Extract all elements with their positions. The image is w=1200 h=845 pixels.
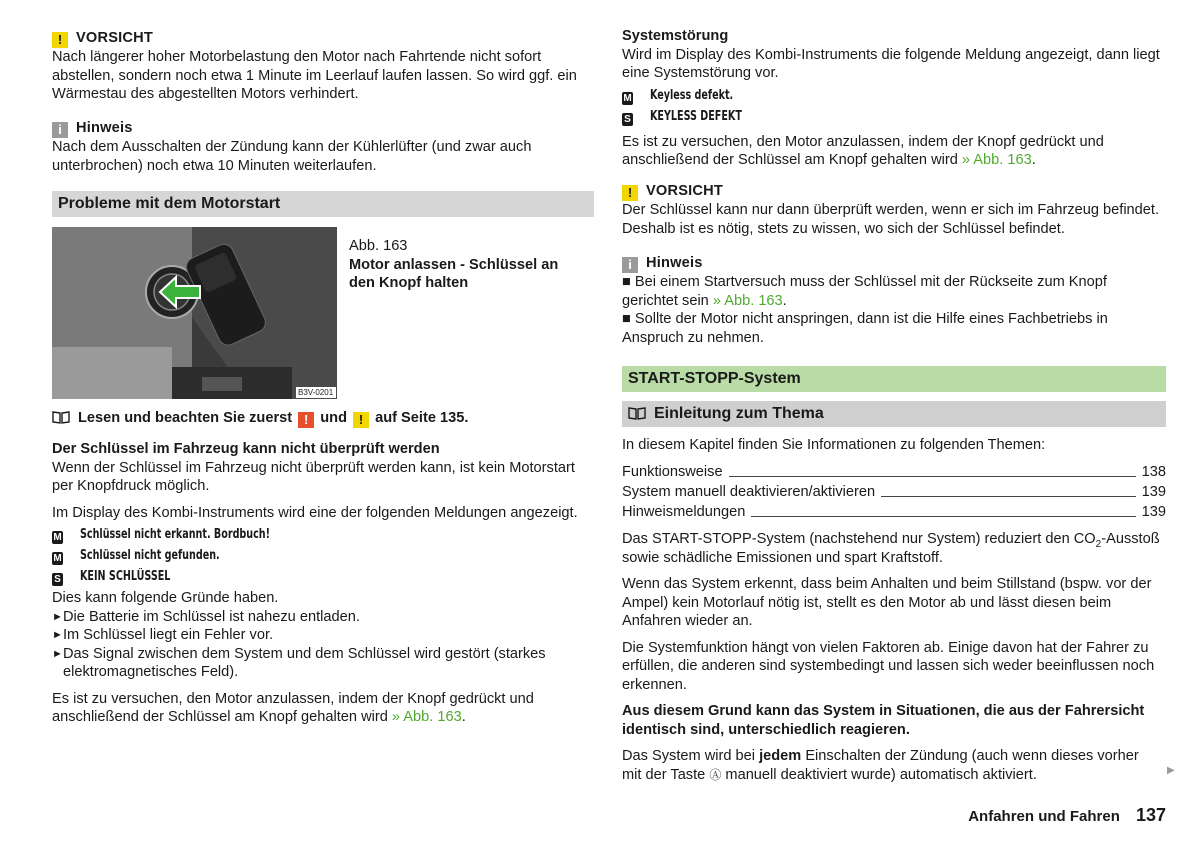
paragraph: Im Display des Kombi-Instruments wird eine der folgenden Meldungen angezeigt. <box>52 504 578 521</box>
message-text: Schlüssel nicht erkannt. Bordbuch! <box>80 527 271 542</box>
danger-icon: ! <box>298 412 314 428</box>
note-item <box>622 273 1166 310</box>
toc-page: 139 <box>1136 502 1166 522</box>
menu-key-icon: M <box>53 553 62 564</box>
reason-item <box>52 608 587 627</box>
key-not-checked-section <box>52 440 587 727</box>
menu-key-icon: M <box>623 92 632 104</box>
note-title: Hinweis <box>76 120 133 136</box>
paragraph: Wenn das System erkennt, dass beim Anhalten und beim Stillstand (bspw. vor der Ampel) kein Motorlauf nötig ist, stellt es den Motor ab und lässt diesen beim Anfahren wieder an. <box>622 576 1152 629</box>
toc-item[interactable] <box>622 462 1166 482</box>
system-fault-section <box>622 27 1166 170</box>
message-text: KEYLESS DEFEKT <box>650 108 742 124</box>
paragraph <box>622 133 1166 170</box>
message-item <box>622 85 1166 106</box>
message-item <box>622 106 1166 127</box>
toc-list <box>622 462 1166 522</box>
intro-title-bar <box>622 401 1166 427</box>
paragraph <box>622 747 1160 784</box>
paragraph-part: Das START-STOPP-System (nachstehend nur System) reduziert den CO <box>622 531 1096 547</box>
warning-icon: ! <box>52 32 68 48</box>
note-item-end: . <box>782 292 787 309</box>
paragraph-part: Einschalten der Zündung (auch wenn dieses vorher mit der Taste <box>622 748 1139 783</box>
intro-title: Einleitung zum Thema <box>654 405 824 422</box>
page-footer <box>968 803 1166 827</box>
reason-item <box>52 626 587 645</box>
page-number: 137 <box>1135 805 1166 825</box>
message-item <box>52 566 587 587</box>
arrow-bullet-icon: ► <box>52 629 63 641</box>
note-text: Nach dem Ausschalten der Zündung kann der Kühlerlüfter (und zwar auch unterbrochen) noch etwa 10 Minuten weiterlaufen. <box>52 139 532 174</box>
paragraph: Aus diesem Grund kann das System in Situationen, die aus der Fahrersicht identisch sind, unterschiedlich reagieren. <box>622 703 1145 738</box>
figure-image <box>52 227 337 399</box>
paragraph <box>622 530 1160 567</box>
warning-icon: ! <box>353 412 369 428</box>
figure-number: Abb. 163 <box>349 238 408 254</box>
toc-item[interactable] <box>622 482 1166 502</box>
subheading: Der Schlüssel im Fahrzeug kann nicht überprüft werden <box>52 441 440 457</box>
segment-key-icon: S <box>52 573 63 586</box>
paragraph <box>52 690 587 727</box>
note-title: Hinweis <box>646 255 703 271</box>
caution-title: VORSICHT <box>76 30 154 46</box>
try-text: Es ist zu versuchen, den Motor anzulassen, indem der Knopf gedrückt und anschließend der Schlüssel am Knopf gehalten wird <box>52 690 534 725</box>
caution-box-1 <box>52 28 592 104</box>
figure-code: B3V-0201 <box>298 388 334 397</box>
book-icon <box>628 407 646 420</box>
message-list <box>52 524 587 587</box>
figure-link[interactable]: » Abb. 163 <box>391 709 462 725</box>
note-box-1 <box>52 118 592 175</box>
reason-item <box>52 645 587 682</box>
paragraph: Die Systemfunktion hängt von vielen Faktoren ab. Einige davon hat der Fahrer zu erfüllen, die anderen sind systembedingt und lassen sich weder beeinflussen noch erkennen. <box>622 639 1155 693</box>
message-text: Keyless defekt. <box>650 87 734 103</box>
note-item <box>622 310 1166 347</box>
subheading: Systemstörung <box>622 28 729 44</box>
try-end: . <box>461 709 466 725</box>
paragraph: Wird im Display des Kombi-Instruments die folgende Meldung angezeigt, dann liegt eine Systemstörung vor. <box>622 46 1160 81</box>
arrow-bullet-icon: ► <box>52 647 63 660</box>
read-note-prefix: Lesen und beachten Sie zuerst <box>78 410 293 426</box>
read-note-suffix: auf Seite 135. <box>375 410 469 426</box>
square-bullet-icon: ■ <box>622 274 631 290</box>
toc-item[interactable] <box>622 502 1166 522</box>
figure-link[interactable]: » Abb. 163 <box>961 152 1032 168</box>
subscript: 2 <box>1095 538 1102 550</box>
note-item-text: Bei einem Startversuch muss der Schlüssel mit der Rückseite zum Knopf gerichtet sein <box>622 274 1107 309</box>
footer-chapter: Anfahren und Fahren <box>968 808 1120 825</box>
reason-text: Die Batterie im Schlüssel ist nahezu entladen. <box>63 608 360 625</box>
reason-text: Im Schlüssel liegt ein Fehler vor. <box>63 627 274 643</box>
figure-caption <box>349 237 569 293</box>
figure-caption-text: Motor anlassen - Schlüssel an den Knopf halten <box>349 256 559 291</box>
note-box-2 <box>622 253 1166 347</box>
info-icon: i <box>622 257 638 273</box>
try-end: . <box>1031 152 1036 168</box>
toc-page: 139 <box>1136 482 1166 502</box>
intro-text: In diesem Kapitel finden Sie Informationen zu folgenden Themen: <box>622 437 1046 453</box>
paragraph-part: jedem <box>759 748 802 764</box>
toc-label: System manuell deaktivieren/aktivieren <box>622 484 881 500</box>
message-text: Schlüssel nicht gefunden. <box>80 548 220 563</box>
toc-label: Hinweismeldungen <box>622 504 751 520</box>
paragraph-part: -Ausstoß sowie schädliche Emissionen und spart Kraftstoff. <box>622 531 1160 566</box>
read-note <box>52 408 592 428</box>
note-item-text: Sollte der Motor nicht anspringen, dann ist die Hilfe eines Fachbetriebs in Anspruch zu nehmen. <box>622 311 1108 346</box>
paragraph: Wenn der Schlüssel im Fahrzeug nicht überprüft werden kann, ist kein Motorstart per Knopfdruck möglich. <box>52 459 575 494</box>
message-text: KEIN SCHLÜSSEL <box>80 569 171 584</box>
figure-illustration <box>52 227 337 399</box>
message-item <box>52 524 587 545</box>
caution-text: Nach längerer hoher Motorbelastung den Motor nach Fahrtende nicht sofort abstellen, sondern noch etwa 1 Minute im Leerlauf laufen lassen. So wird ggf. ein Wärmestau des abgestellten Motors verhindert. <box>52 49 577 102</box>
try-text: Es ist zu versuchen, den Motor anzulassen, indem der Knopf gedrückt und anschließend der Schlüssel am Knopf gehalten wird <box>622 133 1104 168</box>
info-icon: i <box>52 122 68 138</box>
segment-key-icon: S <box>622 113 633 126</box>
start-stopp-text <box>622 530 1160 784</box>
caution-box-2 <box>622 181 1162 238</box>
caution-text: Der Schlüssel kann nur dann überprüft werden, wenn er sich im Fahrzeug befindet. Deshalb ist es nötig, stets zu wissen, wo sich der Schlüssel befindet. <box>622 202 1160 237</box>
toc-page: 138 <box>1136 462 1166 482</box>
caution-title: VORSICHT <box>646 183 724 199</box>
paragraph: Dies kann folgende Gründe haben. <box>52 590 279 606</box>
warning-icon: ! <box>622 185 638 201</box>
start-stop-button-icon: Ⓐ <box>709 767 722 782</box>
message-list <box>622 85 1166 127</box>
menu-key-icon: M <box>53 532 62 543</box>
paragraph-part: Das System wird bei <box>622 748 756 764</box>
reason-text: Das Signal zwischen dem System und dem Schlüssel wird gestört (starkes elektromagnetisches Feld). <box>63 645 546 680</box>
continue-arrow-icon: ▶ <box>1167 765 1175 776</box>
message-item <box>52 545 587 566</box>
book-icon <box>52 411 70 424</box>
section-title-motorstart: Probleme mit dem Motorstart <box>52 191 594 217</box>
square-bullet-icon: ■ <box>622 311 631 327</box>
figure-link[interactable]: » Abb. 163 <box>712 292 783 309</box>
chapter-title-start-stopp: START-STOPP-System <box>622 366 1166 392</box>
read-note-and: und <box>320 410 347 426</box>
toc-label: Funktionsweise <box>622 464 729 480</box>
paragraph-part: manuell deaktiviert wurde) automatisch aktiviert. <box>725 766 1037 783</box>
arrow-bullet-icon: ► <box>52 610 63 623</box>
